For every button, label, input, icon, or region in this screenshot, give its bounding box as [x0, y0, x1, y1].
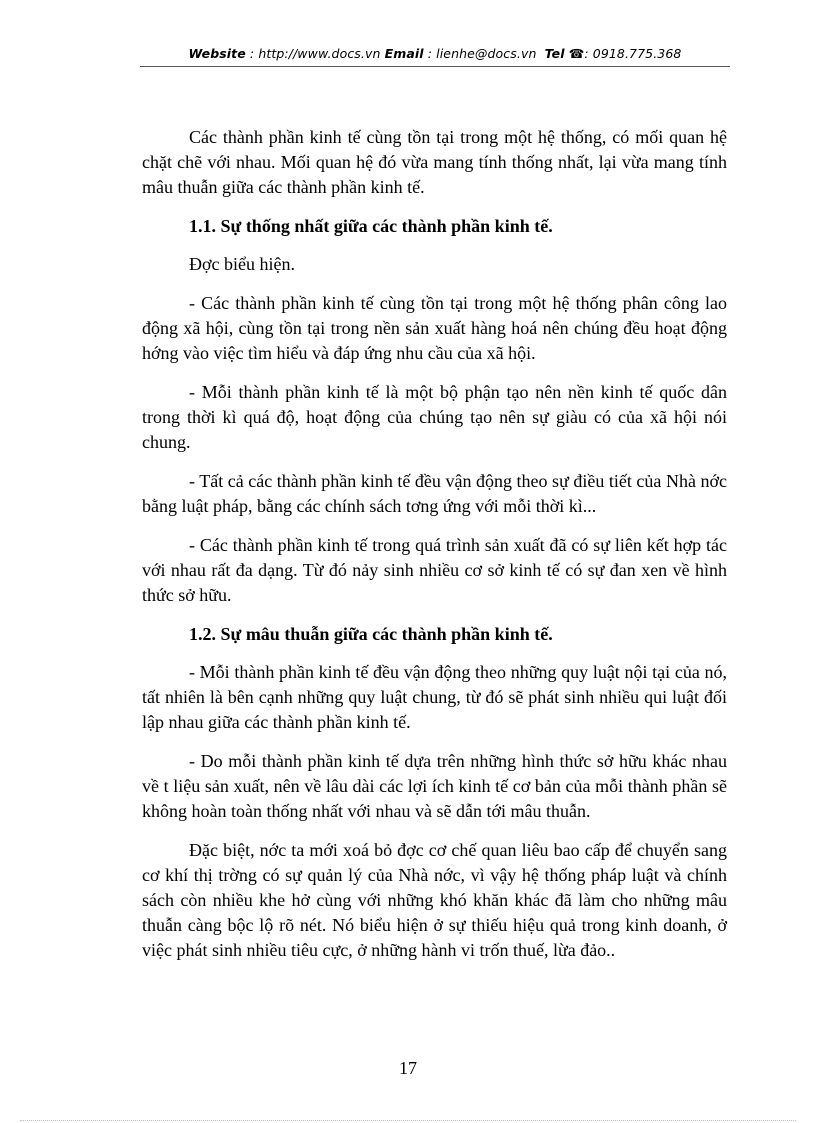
website-label: Website: [188, 46, 246, 61]
bottom-divider: [20, 1120, 796, 1121]
website-separator: :: [245, 46, 259, 61]
email-link[interactable]: lienhe@docs.vn: [436, 46, 537, 61]
phone-icon: ☎: [568, 46, 585, 61]
tel-label: Tel: [544, 46, 565, 61]
paragraph: - Mỗi thành phần kinh tế đều vận động theo những quy luật nội tại của nó, tất nhiên là bên cạnh những quy luật chung, từ đó sẽ phát sinh nhiều qui luật đối lập nhau giữa các thành phần kinh tế.: [142, 662, 727, 732]
section-heading-1-1: 1.1. Sự thống nhất giữa các thành phần kinh tế.: [189, 216, 553, 236]
section-heading-1-2: 1.2. Sự mâu thuẫn giữa các thành phần kinh tế.: [189, 624, 553, 644]
paragraph-intro: Các thành phần kinh tế cùng tồn tại trong một hệ thống, có mối quan hệ chặt chẽ với nhau. Mối quan hệ đó vừa mang tính thống nhất, lại vừa mang tính mâu thuẫn giữa các thành phần kinh tế.: [142, 127, 727, 197]
paragraph: - Mỗi thành phần kinh tế là một bộ phận tạo nên nền kinh tế quốc dân trong thời kì quá độ, hoạt động của chúng tạo nên sự giàu có của xã hội nói chung.: [142, 382, 727, 452]
document-body: [142, 125, 727, 977]
paragraph: Đặc biệt, nớc ta mới xoá bỏ đợc cơ chế quan liêu bao cấp để chuyển sang cơ khí thị trờng có sự quản lý của Nhà nớc, vì vậy hệ thống pháp luật và chính sách còn nhiều khe hở cùng với những khó khăn khác đã làm cho những mâu thuẫn càng bộc lộ rõ nét. Nó biểu hiện ở sự thiếu hiệu quả trong kinh doanh, ở việc phát sinh nhiều tiêu cực, ở những hành vi trốn thuế, lừa đảo..: [142, 840, 727, 960]
paragraph: - Các thành phần kinh tế trong quá trình sản xuất đã có sự liên kết hợp tác với nhau rất đa dạng. Từ đó nảy sinh nhiều cơ sở kinh tế có sự đan xen về hình thức sở hữu.: [142, 535, 727, 605]
website-link[interactable]: http://www.docs.vn: [258, 46, 381, 61]
page-number: 17: [399, 1058, 417, 1078]
header-divider: [140, 66, 730, 67]
paragraph: - Do mỗi thành phần kinh tế dựa trên những hình thức sở hữu khác nhau về t liệu sản xuất, nên về lâu dài các lợi ích kinh tế cơ bản của mỗi thành phần sẽ không hoàn toàn thống nhất với nhau và sẽ dẫn tới mâu thuẫn.: [142, 751, 727, 821]
paragraph: Đợc biểu hiện.: [189, 254, 295, 274]
paragraph: - Các thành phần kinh tế cùng tồn tại trong một hệ thống phân công lao động xã hội, cùng tồn tại trong nền sản xuất hàng hoá nên chúng đều hoạt động hớng vào việc tìm hiểu và đáp ứng nhu cầu của xã hội.: [142, 293, 727, 363]
page-header: [140, 46, 730, 61]
tel-value: : 0918.775.368: [584, 46, 682, 61]
email-label: Email: [384, 46, 424, 61]
paragraph: - Tất cả các thành phần kinh tế đều vận động theo sự điều tiết của Nhà nớc bằng luật pháp, bằng các chính sách tơng ứng với mỗi thời kì...: [142, 471, 727, 516]
email-separator: :: [423, 46, 437, 61]
